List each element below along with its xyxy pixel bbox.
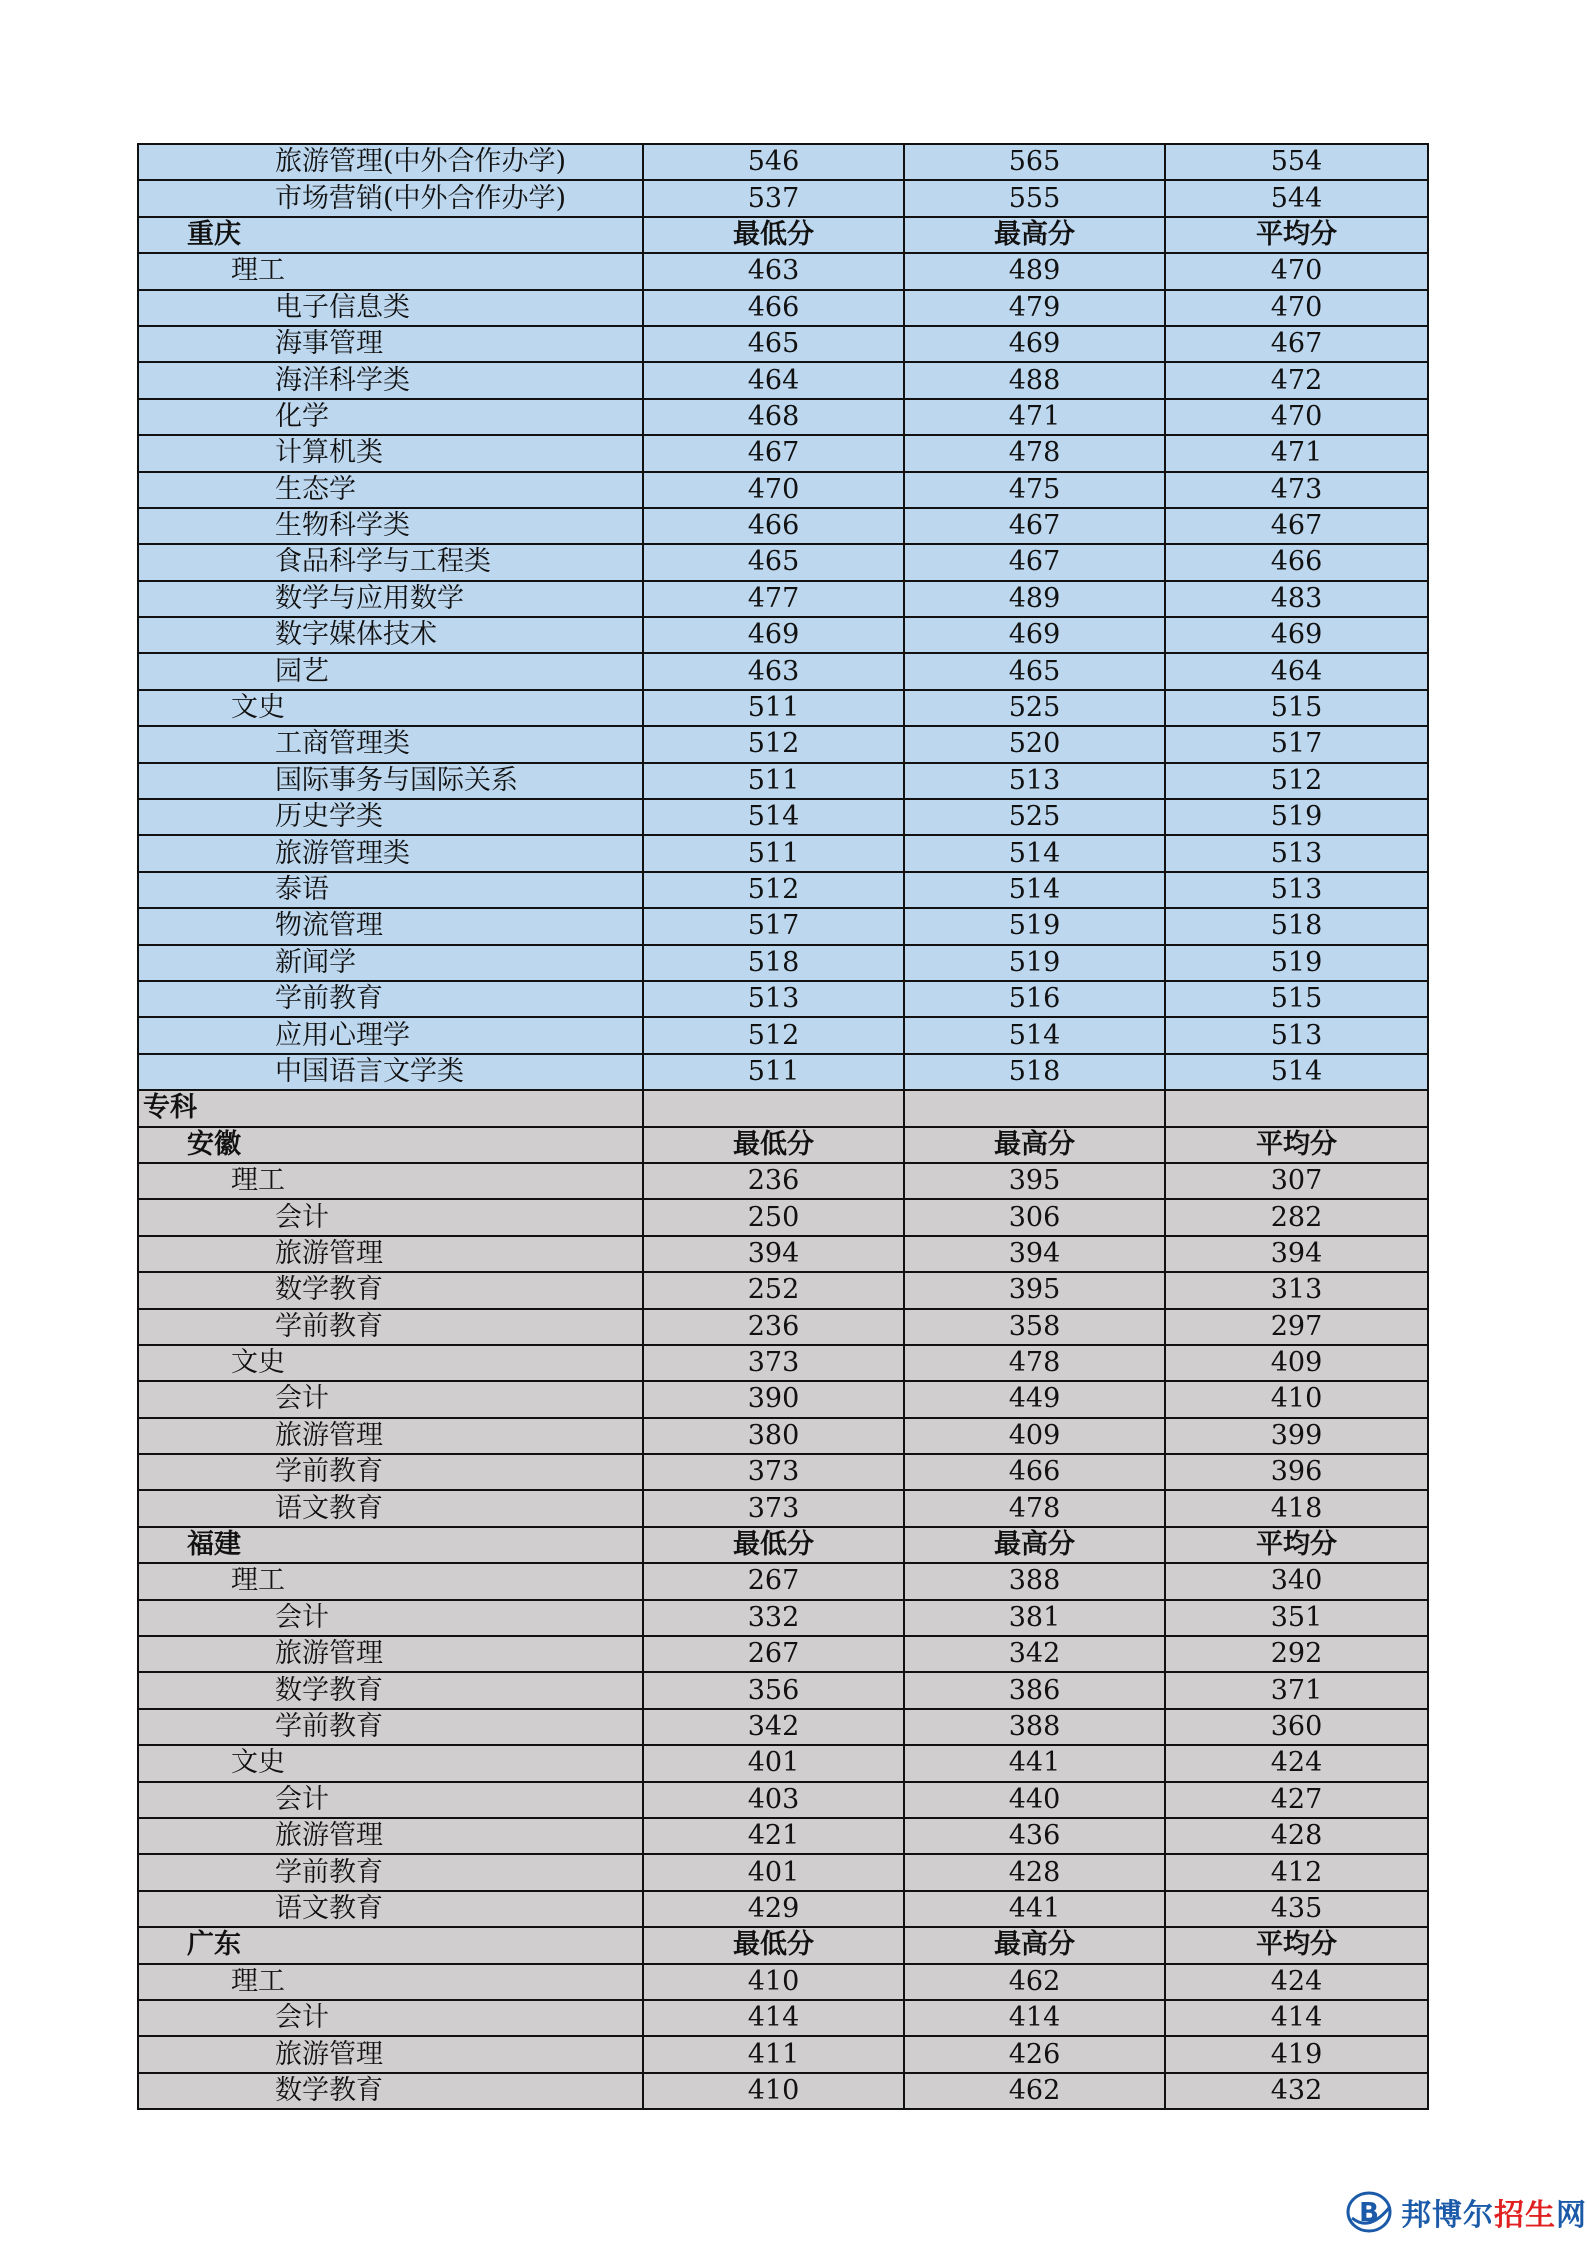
table-row xyxy=(138,1418,1428,1454)
max-score-cell: 426 xyxy=(904,2036,1165,2072)
avg-score-cell: 554 xyxy=(1165,144,1428,180)
major-name-cell: 工商管理类 xyxy=(138,726,643,762)
min-score-cell: 401 xyxy=(643,1745,904,1781)
max-score-cell: 488 xyxy=(904,362,1165,398)
major-name-cell: 食品科学与工程类 xyxy=(138,544,643,580)
table-row xyxy=(138,1490,1428,1526)
table-row xyxy=(138,1345,1428,1381)
major-name-cell: 理工 xyxy=(138,253,643,289)
min-score-cell: 469 xyxy=(643,617,904,653)
category-row xyxy=(138,1090,1428,1126)
avg-score-cell: 518 xyxy=(1165,908,1428,944)
min-score-cell: 511 xyxy=(643,690,904,726)
min-score-cell: 最低分 xyxy=(643,1527,904,1563)
min-score-cell: 517 xyxy=(643,908,904,944)
max-score-cell: 394 xyxy=(904,1236,1165,1272)
min-score-cell: 463 xyxy=(643,653,904,689)
major-name-cell: 文史 xyxy=(138,1745,643,1781)
table-row xyxy=(138,1563,1428,1599)
table-row xyxy=(138,763,1428,799)
min-score-cell: 464 xyxy=(643,362,904,398)
major-name-cell: 生物科学类 xyxy=(138,508,643,544)
min-score-cell: 332 xyxy=(643,1600,904,1636)
min-score-cell: 467 xyxy=(643,435,904,471)
max-score-cell: 最高分 xyxy=(904,1127,1165,1163)
max-score-cell: 449 xyxy=(904,1381,1165,1417)
avg-score-cell: 平均分 xyxy=(1165,1527,1428,1563)
major-name-cell: 海洋科学类 xyxy=(138,362,643,398)
major-name-cell: 广东 xyxy=(138,1927,643,1963)
table-row xyxy=(138,544,1428,580)
avg-score-cell: 464 xyxy=(1165,653,1428,689)
major-name-cell: 语文教育 xyxy=(138,1490,643,1526)
avg-score-cell: 473 xyxy=(1165,472,1428,508)
major-name-cell: 应用心理学 xyxy=(138,1017,643,1053)
table-row xyxy=(138,653,1428,689)
min-score-cell: 546 xyxy=(643,144,904,180)
avg-score-cell: 424 xyxy=(1165,1745,1428,1781)
min-score-cell: 411 xyxy=(643,2036,904,2072)
max-score-cell: 519 xyxy=(904,945,1165,981)
avg-score-cell: 432 xyxy=(1165,2073,1428,2109)
major-name-cell: 旅游管理(中外合作办学) xyxy=(138,144,643,180)
min-score-cell: 373 xyxy=(643,1490,904,1526)
avg-score-cell: 544 xyxy=(1165,180,1428,216)
table-row xyxy=(138,180,1428,216)
avg-score-cell: 412 xyxy=(1165,1854,1428,1890)
max-score-cell: 388 xyxy=(904,1709,1165,1745)
min-score-cell: 466 xyxy=(643,508,904,544)
major-name-cell: 理工 xyxy=(138,1964,643,2000)
avg-score-cell: 平均分 xyxy=(1165,217,1428,253)
min-score-cell: 342 xyxy=(643,1709,904,1745)
avg-score-cell: 419 xyxy=(1165,2036,1428,2072)
max-score-cell: 381 xyxy=(904,1600,1165,1636)
avg-score-cell: 340 xyxy=(1165,1563,1428,1599)
avg-score-cell: 351 xyxy=(1165,1600,1428,1636)
max-score-cell: 409 xyxy=(904,1418,1165,1454)
min-score-cell: 394 xyxy=(643,1236,904,1272)
major-name-cell: 化学 xyxy=(138,399,643,435)
max-score-cell: 466 xyxy=(904,1454,1165,1490)
max-score-cell: 440 xyxy=(904,1782,1165,1818)
major-name-cell: 市场营销(中外合作办学) xyxy=(138,180,643,216)
table-row xyxy=(138,1054,1428,1090)
min-score-cell: 250 xyxy=(643,1199,904,1235)
avg-score-cell: 427 xyxy=(1165,1782,1428,1818)
min-score-cell: 267 xyxy=(643,1563,904,1599)
avg-score-cell: 292 xyxy=(1165,1636,1428,1672)
major-name-cell: 福建 xyxy=(138,1527,643,1563)
max-score-cell: 428 xyxy=(904,1854,1165,1890)
svg-text:B: B xyxy=(1359,2198,1379,2228)
major-name-cell: 旅游管理类 xyxy=(138,835,643,871)
major-name-cell: 学前教育 xyxy=(138,1454,643,1490)
max-score-cell: 489 xyxy=(904,253,1165,289)
major-name-cell: 旅游管理 xyxy=(138,1636,643,1672)
max-score-cell: 436 xyxy=(904,1818,1165,1854)
min-score-cell: 512 xyxy=(643,726,904,762)
min-score-cell: 477 xyxy=(643,581,904,617)
avg-score-cell: 469 xyxy=(1165,617,1428,653)
max-score-cell: 516 xyxy=(904,981,1165,1017)
section-header-row xyxy=(138,1927,1428,1963)
table-row xyxy=(138,2036,1428,2072)
min-score-cell: 463 xyxy=(643,253,904,289)
min-score-cell: 511 xyxy=(643,763,904,799)
major-name-cell: 电子信息类 xyxy=(138,290,643,326)
max-score-cell: 518 xyxy=(904,1054,1165,1090)
major-name-cell: 会计 xyxy=(138,1600,643,1636)
min-score-cell: 537 xyxy=(643,180,904,216)
avg-score-cell: 512 xyxy=(1165,763,1428,799)
major-name-cell: 中国语言文学类 xyxy=(138,1054,643,1090)
major-name-cell: 历史学类 xyxy=(138,799,643,835)
major-name-cell: 学前教育 xyxy=(138,1709,643,1745)
max-score-cell: 462 xyxy=(904,2073,1165,2109)
min-score-cell: 356 xyxy=(643,1672,904,1708)
table-row xyxy=(138,581,1428,617)
table-row xyxy=(138,617,1428,653)
table-row xyxy=(138,1636,1428,1672)
min-score-cell: 最低分 xyxy=(643,217,904,253)
min-score-cell: 236 xyxy=(643,1309,904,1345)
max-score-cell: 514 xyxy=(904,835,1165,871)
table-row xyxy=(138,1381,1428,1417)
min-score-cell: 514 xyxy=(643,799,904,835)
table-row xyxy=(138,253,1428,289)
min-score-cell: 最低分 xyxy=(643,1127,904,1163)
min-score-cell: 401 xyxy=(643,1854,904,1890)
min-score-cell: 470 xyxy=(643,472,904,508)
table-row xyxy=(138,1017,1428,1053)
table-row xyxy=(138,326,1428,362)
avg-score-cell: 467 xyxy=(1165,508,1428,544)
max-score-cell: 465 xyxy=(904,653,1165,689)
max-score-cell: 479 xyxy=(904,290,1165,326)
major-name-cell: 生态学 xyxy=(138,472,643,508)
watermark-text-main: 邦博尔 xyxy=(1401,2198,1494,2233)
max-score-cell: 520 xyxy=(904,726,1165,762)
table-row xyxy=(138,1709,1428,1745)
watermark-text-tail: 网 xyxy=(1556,2198,1587,2233)
min-score-cell: 513 xyxy=(643,981,904,1017)
major-name-cell: 学前教育 xyxy=(138,1309,643,1345)
min-score-cell: 403 xyxy=(643,1782,904,1818)
table-row xyxy=(138,945,1428,981)
min-score-cell: 511 xyxy=(643,1054,904,1090)
max-score-cell xyxy=(904,1090,1165,1126)
major-name-cell: 会计 xyxy=(138,1381,643,1417)
table-row xyxy=(138,472,1428,508)
table-row xyxy=(138,726,1428,762)
max-score-cell: 441 xyxy=(904,1745,1165,1781)
table-row xyxy=(138,1199,1428,1235)
avg-score-cell: 307 xyxy=(1165,1163,1428,1199)
avg-score-cell xyxy=(1165,1090,1428,1126)
score-table xyxy=(137,143,1429,2110)
major-name-cell: 数学教育 xyxy=(138,1272,643,1308)
major-name-cell: 语文教育 xyxy=(138,1891,643,1927)
major-name-cell: 国际事务与国际关系 xyxy=(138,763,643,799)
table-row xyxy=(138,1163,1428,1199)
table-row xyxy=(138,362,1428,398)
table-row xyxy=(138,1854,1428,1890)
max-score-cell: 471 xyxy=(904,399,1165,435)
max-score-cell: 306 xyxy=(904,1199,1165,1235)
avg-score-cell: 517 xyxy=(1165,726,1428,762)
table-row xyxy=(138,1272,1428,1308)
min-score-cell: 466 xyxy=(643,290,904,326)
section-header-row xyxy=(138,1527,1428,1563)
table-row xyxy=(138,1309,1428,1345)
major-name-cell: 文史 xyxy=(138,690,643,726)
max-score-cell: 469 xyxy=(904,617,1165,653)
min-score-cell: 410 xyxy=(643,1964,904,2000)
avg-score-cell: 平均分 xyxy=(1165,1927,1428,1963)
table-row xyxy=(138,1745,1428,1781)
max-score-cell: 462 xyxy=(904,1964,1165,2000)
max-score-cell: 525 xyxy=(904,690,1165,726)
major-name-cell: 会计 xyxy=(138,2000,643,2036)
b-logo-icon xyxy=(1345,2188,1393,2236)
max-score-cell: 467 xyxy=(904,544,1165,580)
table-row xyxy=(138,2000,1428,2036)
avg-score-cell: 483 xyxy=(1165,581,1428,617)
table-row xyxy=(138,799,1428,835)
table-row xyxy=(138,690,1428,726)
avg-score-cell: 414 xyxy=(1165,2000,1428,2036)
major-name-cell: 安徽 xyxy=(138,1127,643,1163)
major-name-cell: 旅游管理 xyxy=(138,1418,643,1454)
major-name-cell: 理工 xyxy=(138,1563,643,1599)
min-score-cell: 512 xyxy=(643,1017,904,1053)
max-score-cell: 441 xyxy=(904,1891,1165,1927)
min-score-cell: 最低分 xyxy=(643,1927,904,1963)
min-score-cell: 410 xyxy=(643,2073,904,2109)
major-name-cell: 旅游管理 xyxy=(138,1818,643,1854)
avg-score-cell: 418 xyxy=(1165,1490,1428,1526)
avg-score-cell: 519 xyxy=(1165,945,1428,981)
avg-score-cell: 470 xyxy=(1165,399,1428,435)
min-score-cell: 390 xyxy=(643,1381,904,1417)
min-score-cell: 518 xyxy=(643,945,904,981)
table-row xyxy=(138,508,1428,544)
avg-score-cell: 409 xyxy=(1165,1345,1428,1381)
max-score-cell: 414 xyxy=(904,2000,1165,2036)
section-header-row xyxy=(138,1127,1428,1163)
table-row xyxy=(138,1891,1428,1927)
max-score-cell: 565 xyxy=(904,144,1165,180)
avg-score-cell: 371 xyxy=(1165,1672,1428,1708)
major-name-cell: 新闻学 xyxy=(138,945,643,981)
max-score-cell: 478 xyxy=(904,435,1165,471)
max-score-cell: 525 xyxy=(904,799,1165,835)
major-name-cell: 数字媒体技术 xyxy=(138,617,643,653)
table-row xyxy=(138,1672,1428,1708)
min-score-cell: 465 xyxy=(643,544,904,580)
table-row xyxy=(138,1600,1428,1636)
major-name-cell: 数学教育 xyxy=(138,2073,643,2109)
avg-score-cell: 435 xyxy=(1165,1891,1428,1927)
min-score-cell: 267 xyxy=(643,1636,904,1672)
major-name-cell: 园艺 xyxy=(138,653,643,689)
min-score-cell: 236 xyxy=(643,1163,904,1199)
max-score-cell: 555 xyxy=(904,180,1165,216)
max-score-cell: 最高分 xyxy=(904,217,1165,253)
avg-score-cell: 平均分 xyxy=(1165,1127,1428,1163)
max-score-cell: 475 xyxy=(904,472,1165,508)
avg-score-cell: 282 xyxy=(1165,1199,1428,1235)
section-header-row xyxy=(138,217,1428,253)
major-name-cell: 理工 xyxy=(138,1163,643,1199)
table-row xyxy=(138,435,1428,471)
max-score-cell: 514 xyxy=(904,1017,1165,1053)
table-row xyxy=(138,835,1428,871)
avg-score-cell: 519 xyxy=(1165,799,1428,835)
avg-score-cell: 428 xyxy=(1165,1818,1428,1854)
major-name-cell: 重庆 xyxy=(138,217,643,253)
major-name-cell: 泰语 xyxy=(138,872,643,908)
min-score-cell: 373 xyxy=(643,1345,904,1381)
table-row xyxy=(138,1782,1428,1818)
min-score-cell: 465 xyxy=(643,326,904,362)
major-name-cell: 旅游管理 xyxy=(138,2036,643,2072)
min-score-cell: 414 xyxy=(643,2000,904,2036)
max-score-cell: 最高分 xyxy=(904,1527,1165,1563)
max-score-cell: 478 xyxy=(904,1490,1165,1526)
watermark xyxy=(1345,2186,1587,2238)
avg-score-cell: 467 xyxy=(1165,326,1428,362)
avg-score-cell: 515 xyxy=(1165,690,1428,726)
table-row xyxy=(138,1964,1428,2000)
min-score-cell: 468 xyxy=(643,399,904,435)
max-score-cell: 478 xyxy=(904,1345,1165,1381)
avg-score-cell: 399 xyxy=(1165,1418,1428,1454)
table-row xyxy=(138,399,1428,435)
major-name-cell: 文史 xyxy=(138,1345,643,1381)
avg-score-cell: 394 xyxy=(1165,1236,1428,1272)
max-score-cell: 469 xyxy=(904,326,1165,362)
min-score-cell: 429 xyxy=(643,1891,904,1927)
table-row xyxy=(138,1236,1428,1272)
table-row xyxy=(138,1454,1428,1490)
avg-score-cell: 514 xyxy=(1165,1054,1428,1090)
max-score-cell: 395 xyxy=(904,1272,1165,1308)
table-row xyxy=(138,981,1428,1017)
max-score-cell: 358 xyxy=(904,1309,1165,1345)
table-row xyxy=(138,1818,1428,1854)
max-score-cell: 489 xyxy=(904,581,1165,617)
min-score-cell: 373 xyxy=(643,1454,904,1490)
major-name-cell: 数学教育 xyxy=(138,1672,643,1708)
avg-score-cell: 410 xyxy=(1165,1381,1428,1417)
min-score-cell: 421 xyxy=(643,1818,904,1854)
major-name-cell: 会计 xyxy=(138,1199,643,1235)
score-table-body xyxy=(138,144,1428,2109)
avg-score-cell: 515 xyxy=(1165,981,1428,1017)
min-score-cell xyxy=(643,1090,904,1126)
avg-score-cell: 313 xyxy=(1165,1272,1428,1308)
table-row xyxy=(138,872,1428,908)
watermark-text xyxy=(1401,2190,1587,2234)
avg-score-cell: 471 xyxy=(1165,435,1428,471)
min-score-cell: 252 xyxy=(643,1272,904,1308)
major-name-cell: 学前教育 xyxy=(138,981,643,1017)
major-name-cell: 计算机类 xyxy=(138,435,643,471)
max-score-cell: 513 xyxy=(904,763,1165,799)
max-score-cell: 342 xyxy=(904,1636,1165,1672)
min-score-cell: 380 xyxy=(643,1418,904,1454)
avg-score-cell: 513 xyxy=(1165,872,1428,908)
avg-score-cell: 396 xyxy=(1165,1454,1428,1490)
table-row xyxy=(138,144,1428,180)
avg-score-cell: 513 xyxy=(1165,835,1428,871)
min-score-cell: 511 xyxy=(643,835,904,871)
max-score-cell: 467 xyxy=(904,508,1165,544)
max-score-cell: 514 xyxy=(904,872,1165,908)
avg-score-cell: 470 xyxy=(1165,290,1428,326)
major-name-cell: 海事管理 xyxy=(138,326,643,362)
avg-score-cell: 466 xyxy=(1165,544,1428,580)
major-name-cell: 专科 xyxy=(138,1090,643,1126)
min-score-cell: 512 xyxy=(643,872,904,908)
major-name-cell: 会计 xyxy=(138,1782,643,1818)
watermark-text-accent: 招生 xyxy=(1494,2198,1556,2233)
avg-score-cell: 513 xyxy=(1165,1017,1428,1053)
table-row xyxy=(138,908,1428,944)
max-score-cell: 388 xyxy=(904,1563,1165,1599)
major-name-cell: 旅游管理 xyxy=(138,1236,643,1272)
major-name-cell: 学前教育 xyxy=(138,1854,643,1890)
max-score-cell: 519 xyxy=(904,908,1165,944)
avg-score-cell: 297 xyxy=(1165,1309,1428,1345)
table-row xyxy=(138,290,1428,326)
major-name-cell: 数学与应用数学 xyxy=(138,581,643,617)
major-name-cell: 物流管理 xyxy=(138,908,643,944)
max-score-cell: 386 xyxy=(904,1672,1165,1708)
table-row xyxy=(138,2073,1428,2109)
max-score-cell: 395 xyxy=(904,1163,1165,1199)
avg-score-cell: 470 xyxy=(1165,253,1428,289)
avg-score-cell: 424 xyxy=(1165,1964,1428,2000)
avg-score-cell: 360 xyxy=(1165,1709,1428,1745)
max-score-cell: 最高分 xyxy=(904,1927,1165,1963)
avg-score-cell: 472 xyxy=(1165,362,1428,398)
